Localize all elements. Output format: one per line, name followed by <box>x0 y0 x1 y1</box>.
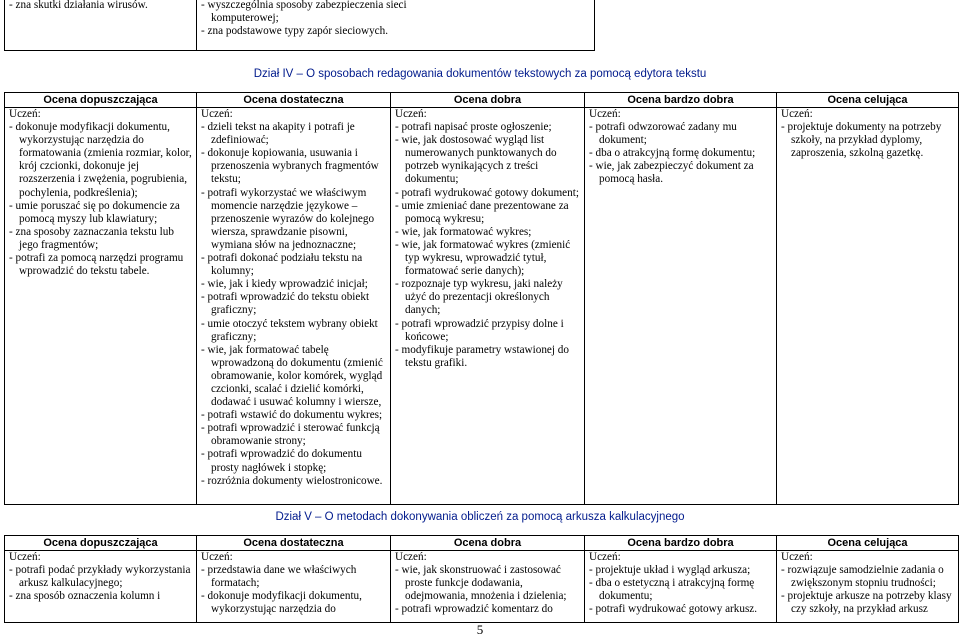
table-row <box>5 108 959 505</box>
top-cell-1 <box>5 0 197 51</box>
section-5-title: Dział V – O metodach dokonywania obliczeń za pomocą arkusza kalkulacyjnego <box>275 511 685 523</box>
list-item: - projektuje dokumenty na potrzeby szkoły, na przykład dyplomy, zaproszenia, szkolną gazetkę. <box>781 121 942 160</box>
cell-label: Uczeń: <box>781 108 813 120</box>
list-item: - potrafi wydrukować gotowy dokument; <box>395 186 579 199</box>
criteria-cell-bardzo-dobra <box>585 108 777 505</box>
header-cell: Ocena dobra <box>391 536 585 551</box>
list-item: - umie poruszać się po dokumencie za pomocą myszy lub klawiatury; <box>9 199 180 225</box>
list-item: - wyszczególnia sposoby zabezpieczenia sieci komputerowej; <box>201 0 407 25</box>
list-item: - potrafi wprowadzić do dokumentu prosty nagłówek i stopkę; <box>201 448 362 474</box>
header-cell: Ocena dobra <box>391 93 585 108</box>
list-item: - dba o atrakcyjną formę dokumentu; <box>589 147 756 160</box>
cell-label: Uczeń: <box>395 108 427 120</box>
list-item: - wie, jak formatować wykres (zmienić typ wykresu, wprowadzić tytuł, formatować serie danych); <box>395 238 571 278</box>
cell-label: Uczeń: <box>9 108 41 120</box>
list-item: - potrafi wprowadzić komentarz do <box>395 603 553 616</box>
list-item: - przedstawia dane we właściwych formatach; <box>201 564 357 590</box>
list-item: - potrafi odwzorować zadany mu dokument; <box>589 121 737 147</box>
list-item: - dokonuje modyfikacji dokumentu, wykorzystując narzędzia do formatowania (zmienia rozmiar, kolor, krój czcionki, dokonuje jej rozszerzenia i zwężenia, pogrubienia, pochylenia, podkreślenia); <box>9 121 192 199</box>
cell-label: Uczeń: <box>781 551 813 563</box>
cell-label: Uczeń: <box>395 551 427 563</box>
header-cell: Ocena dostateczna <box>197 93 391 108</box>
header-cell: Ocena dostateczna <box>197 536 391 551</box>
list-item: - zna sposoby zaznaczania tekstu lub jego fragmentów; <box>9 225 174 251</box>
cell-label: Uczeń: <box>589 108 621 120</box>
list-item: - dokonuje modyfikacji dokumentu, wykorzystując narzędzia do <box>201 590 362 616</box>
page-number: 5 <box>476 622 484 637</box>
list-item: - umie zmieniać dane prezentowane za pomocą wykresu; <box>395 199 569 225</box>
section-4-title: Dział IV – O sposobach redagowania dokumentów tekstowych za pomocą edytora tekstu <box>253 68 707 80</box>
list-item: - potrafi wprowadzić i sterować funkcją obramowanie strony; <box>201 422 380 448</box>
header-cell: Ocena dopuszczająca <box>5 93 197 108</box>
list-item: - potrafi wprowadzić do tekstu obiekt graficzny; <box>201 291 370 317</box>
list-item: - wie, jak formatować wykres; <box>395 225 532 238</box>
list-item: - dba o estetyczną i atrakcyjną formę dokumentu; <box>589 577 755 603</box>
header-row <box>5 93 959 108</box>
list-item: - dokonuje kopiowania, usuwania i przenoszenia wybranych fragmentów tekstu; <box>201 147 379 186</box>
list-item: - potrafi dokonać podziału tekstu na kolumny; <box>201 252 363 278</box>
list-item: - potrafi podać przykłady wykorzystania arkusz kalkulacyjnego; <box>9 564 191 590</box>
cell-label: Uczeń: <box>201 108 233 120</box>
criteria-cell-dobra <box>391 551 585 623</box>
header-cell: Ocena dopuszczająca <box>5 536 197 551</box>
criteria-cell-dobra <box>391 108 585 505</box>
list-item: - umie otoczyć tekstem wybrany obiekt graficzny; <box>201 317 378 343</box>
criteria-cell-bardzo-dobra <box>585 551 777 623</box>
criteria-cell-dostateczna <box>197 551 391 623</box>
list-item: - zna skutki działania wirusów. <box>9 0 148 11</box>
list-item: - modyfikuje parametry wstawionej do tekstu grafiki. <box>395 343 569 369</box>
cell-label: Uczeń: <box>589 551 621 563</box>
criteria-cell-celujaca <box>777 108 959 505</box>
list-item: - wie, jak skonstruować i zastosować proste funkcje dodawania, odejmowania, mnożenia i dzielenia; <box>395 564 567 603</box>
list-item: - dzieli tekst na akapity i potrafi je zdefiniować; <box>201 121 355 147</box>
list-item: - potrafi wydrukować gotowy arkusz. <box>589 603 758 616</box>
top-table <box>4 0 595 51</box>
list-item: - zna podstawowe typy zapór sieciowych. <box>201 25 389 38</box>
cell-label: Uczeń: <box>201 551 233 563</box>
list-item: - potrafi wykorzystać we właściwym momencie narzędzie językowe – przenoszenie wyrazów do kolejnego wiersza, sprawdzanie pisowni, wymiana słów na jednoznaczne; <box>201 186 375 251</box>
list-item: - projektuje arkusze na potrzeby klasy czy szkoły, na przykład arkusz <box>781 590 952 616</box>
list-item: - wie, jak zabezpieczyć dokument za pomocą hasła. <box>589 160 754 186</box>
list-item: - potrafi za pomocą narzędzi programu wprowadzić do tekstu tabele. <box>9 252 184 278</box>
table-row <box>5 551 959 623</box>
list-item: - potrafi wprowadzić przypisy dolne i końcowe; <box>395 317 564 343</box>
list-item: - rozpoznaje typ wykresu, jaki należy użyć do prezentacji określonych danych; <box>395 278 563 317</box>
list-item: - wie, jak dostosować wygląd list numerowanych punktowanych do potrzeb wynikających z treści dokumentu; <box>395 134 557 186</box>
list-item: - projektuje układ i wygląd arkusza; <box>589 564 751 577</box>
list-item: - rozwiązuje samodzielnie zadania o zwiększonym stopniu trudności; <box>781 564 944 590</box>
criteria-cell-dostateczna <box>197 108 391 505</box>
section-5-table <box>4 535 959 623</box>
header-cell: Ocena celująca <box>777 536 959 551</box>
list-item: - wie, jak i kiedy wprowadzić inicjał; <box>201 278 368 291</box>
list-item: - wie, jak formatować tabelę wprowadzoną do dokumentu (zmienić obramowanie, kolor komórek, wygląd czcionki, scalać i dzielić komórki, dodawać i usuwać kolumny i wiersze, <box>201 343 383 409</box>
cell-label: Uczeń: <box>9 551 41 563</box>
list-item: - potrafi napisać proste ogłoszenie; <box>395 121 552 134</box>
header-cell: Ocena bardzo dobra <box>585 93 777 108</box>
criteria-cell-dopuszczajaca <box>5 108 197 505</box>
list-item: - rozróżnia dokumenty wielostronicowe. <box>201 474 383 487</box>
criteria-cell-celujaca <box>777 551 959 623</box>
header-cell: Ocena celująca <box>777 93 959 108</box>
list-item: - zna sposób oznaczenia kolumn i <box>9 590 161 603</box>
list-item: - potrafi wstawić do dokumentu wykres; <box>201 409 383 422</box>
criteria-cell-dopuszczajaca <box>5 551 197 623</box>
header-cell: Ocena bardzo dobra <box>585 536 777 551</box>
header-row <box>5 536 959 551</box>
section-4-table <box>4 92 959 505</box>
top-cell-2 <box>197 0 595 51</box>
